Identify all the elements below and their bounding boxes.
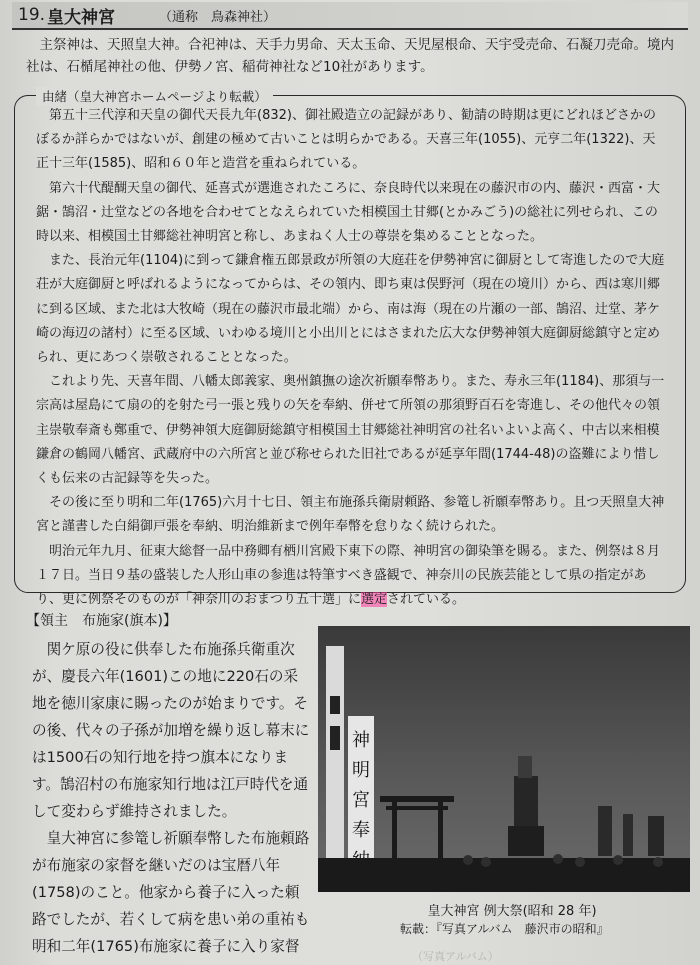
lord-paragraph: 関ケ原の役に供奉した布施孫兵衛重次が、慶長六年(1601)この地に220石の采地を徳川家康に賜ったのが始まりです。その後、代々の子孫が加増を繰り返し幕末には1500石の知行地を持つ旗本になります。鵠沼村の布施家知行地は江戸時代を通して変わらず維持されました。 <box>32 641 310 820</box>
history-paragraph-last <box>36 540 666 613</box>
history-paragraph: これより先、天喜年間、八幡太郎義家、奥州鎮撫の途次祈願奉幣あり。また、寿永三年(1184)、那須与一宗高は屋島にて扇の的を射た弓一張と残りの矢を奉納、併せて所領の那須野百石を寄進し、その他代々の領主崇敬奉斎も鄭重で、伊勢神領大庭御厨総鎮守相模国土甘郷総社神明宮の社名いよいよ高く、中古以来相模鎌倉の鶴岡八幡宮、武蔵府中の六所宮と並び称せられた旧社であるが延享年間(1744-48)の盗難により惜しくも伝来の古記録等を失った。 <box>36 374 665 487</box>
festival-photo <box>318 626 690 892</box>
lord-paragraph: 皇大神宮に参篭し祈願奉幣した布施頼路が布施家の家督を継いだのは宝暦八年(1758)のこと。他家から養子に入った頼路でしたが、若くして病を患い弟の重祐も明和二年(1765)布施家に養子に入り家督 <box>32 830 310 955</box>
intro-paragraph: 主祭神は、天照皇大神。合祀神は、天手力男命、天太玉命、天児屋根命、天宇受売命、石凝刀売命。境内社は、石楯尾神社の他、伊勢ノ宮、稲荷神社など10社があります。 <box>26 37 674 75</box>
history-paragraph-tail: されている。 <box>387 592 466 608</box>
section-number: 19. <box>18 5 46 25</box>
shrine-name: 皇大神宮 <box>47 7 116 28</box>
photo-caption-title: 皇大神宮 例大祭(昭和 28 年) <box>427 904 597 919</box>
svg-text:奉: 奉 <box>352 820 370 841</box>
svg-text:宮: 宮 <box>352 790 370 811</box>
section-title-bar <box>12 2 688 30</box>
history-text <box>36 104 666 612</box>
lord-text <box>32 636 310 960</box>
faint-footer-text: （写真アルバム） <box>412 950 499 963</box>
lord-heading: 【領主 布施家(旗本)】 <box>26 613 177 629</box>
history-paragraph: また、長治元年(1104)に到って鎌倉権五郎景政が所領の大庭荘を伊勢神宮に御厨として寄進したので大庭荘が大庭御厨と呼ばれるようになってからは、その領内、即ち東は俣野河（現在の境川）から、西は寒川郷に到る区域、また北は大牧崎（現在の藤沢市最北端）から、南は海（現在の片瀬の一部、鵠沼、辻堂、茅ケ崎の海辺の諸村）に至る区域、いわゆる境川と小出川とにはさまれた広大な伊勢神領大庭御厨総鎮守と定められ、更にあつく崇敬されることとなった。 <box>36 253 665 366</box>
svg-text:明: 明 <box>352 760 370 781</box>
festival-photo-image <box>318 626 690 892</box>
history-label: 由緒（皇大神宮ホームページより転載） <box>36 87 273 105</box>
history-paragraph-text: 明治元年九月、征東大総督一品中務卿有栖川宮殿下東下の際、神明宮の御染筆を賜る。また、例祭は８月１７日。当日９基の盛装した人形山車の参進は特筆すべき盛観で、神奈川の民族芸能として県の指定があり、更に例祭そのものが「神奈川のおまつり五十選」に <box>36 543 661 608</box>
history-paragraph: その後に至り明和二年(1765)六月十七日、領主布施孫兵衛尉頼路、参篭し祈願奉幣あり。且つ天照皇大神宮と謹書した白絹御戸張を奉納、明治維新まで例年奉幣を怠りなく続けられた。 <box>36 495 665 535</box>
history-paragraph: 第六十代醍醐天皇の御代、延喜式が選進されたころに、奈良時代以来現在の藤沢市の内、藤沢・西富・大鋸・鵠沼・辻堂などの各地を合わせてとなえられていた相模国土甘郷(とかみごう)の総社に列せられ、この時以来、相模国土甘郷総社神明宮と称し、あまねく人士の尊崇を集めることとなった。 <box>36 180 661 245</box>
photo-caption-credit: 転載：『写真アルバム 藤沢市の昭和』 <box>400 922 609 936</box>
svg-text:神: 神 <box>352 730 370 751</box>
highlighted-word: 選定 <box>361 592 388 608</box>
shrine-alias: （通称 鳥森神社） <box>159 9 277 25</box>
history-paragraph: 第五十三代淳和天皇の御代天長九年(832)、御社殿造立の記録があり、勧請の時期は更にどれほどさかのぼるか詳らかではないが、創建の極めて古いことは明らかである。天喜三年(1055)、元亨二年(1322)、天正十三年(1585)、昭和６０年と造営を重ねられている。 <box>36 108 656 172</box>
